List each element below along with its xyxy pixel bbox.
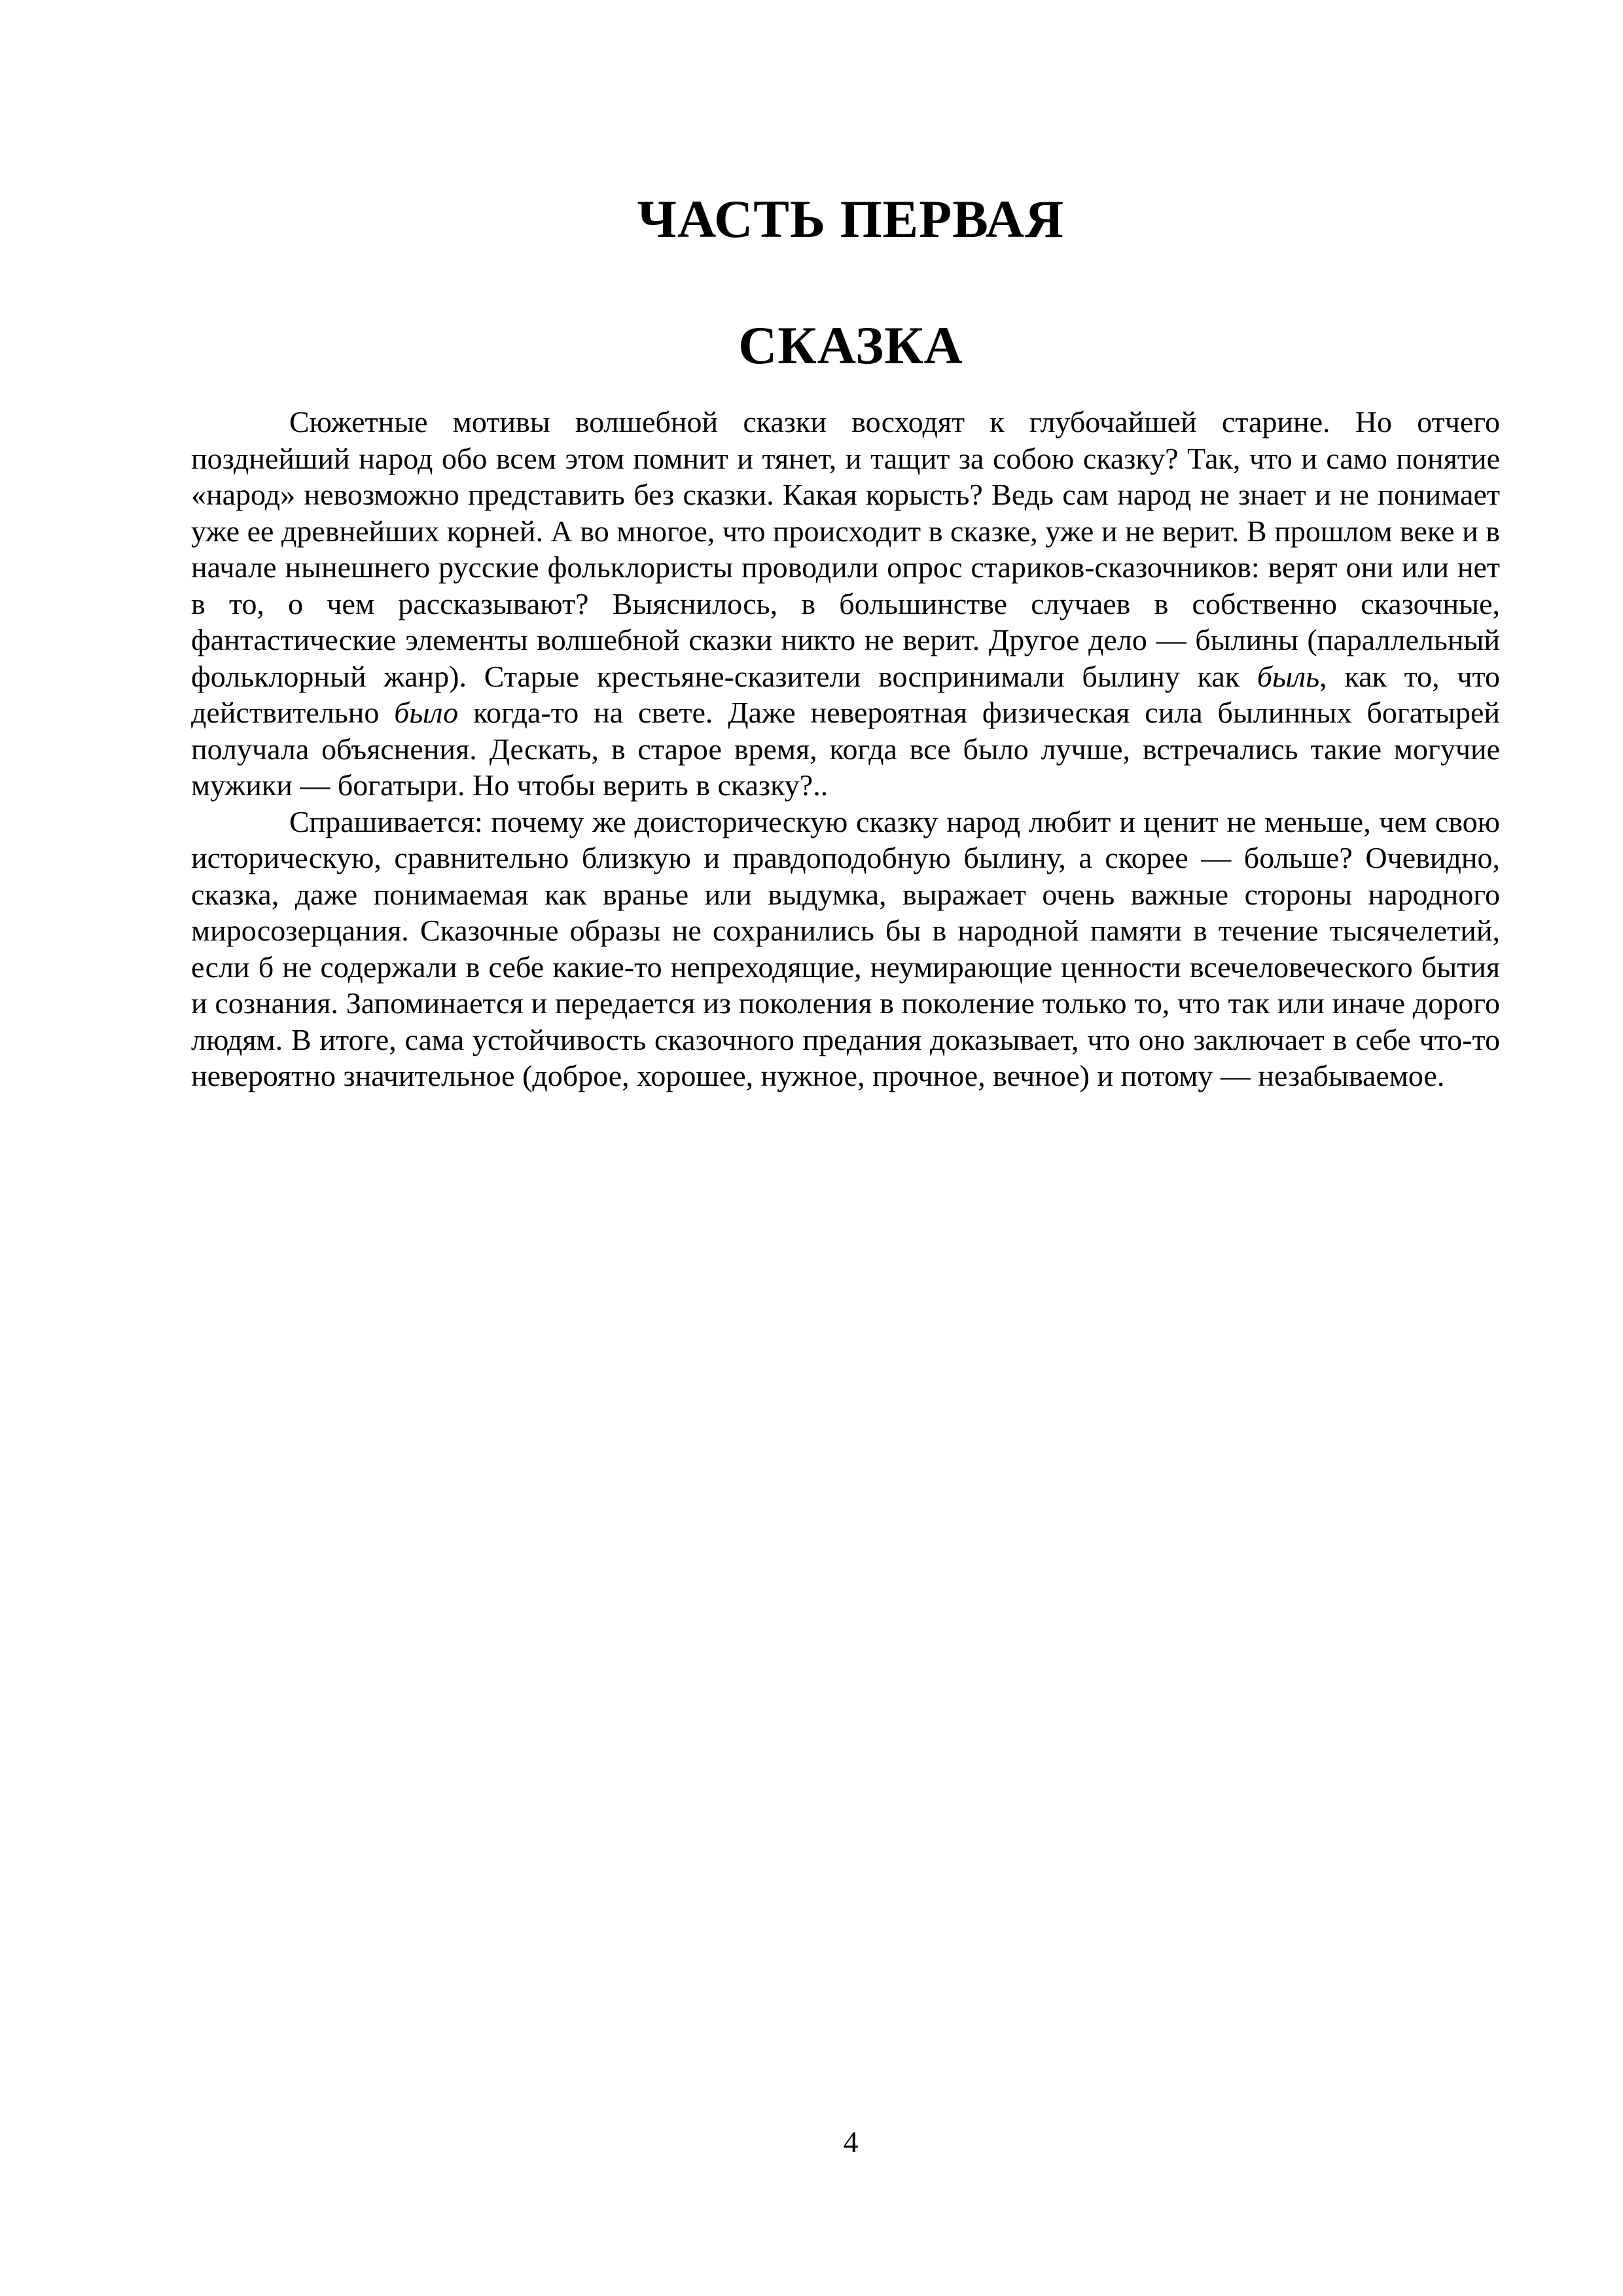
body-text bbox=[191, 404, 1500, 1094]
paragraph-1-emphasis-bylo: было bbox=[394, 696, 459, 729]
paragraph-1-emphasis-byl: быль bbox=[1257, 659, 1320, 693]
paragraph-2: Спрашивается: почему же доисторическую сказку народ любит и ценит не меньше, чем свою историческую, сравнительно близкую и правдоподобную былину, а скорее — больше? Очевидно, сказка, даже понимаемая как вранье или выдумка, выражает очень важные стороны народного миросозерцания. Сказочные образы не сохранились бы в народной памяти в течение тысячелетий, если б не содержали в себе какие-то непреходящие, неумирающие ценности всечеловеческого бытия и сознания. Запоминается и передается из поколения в поколение только то, что так или иначе дорого людям. В итоге, сама устойчивость сказочного предания доказывает, что оно заключает в себе что-то невероятно значительное (доброе, хорошее, нужное, прочное, вечное) и потому — незабываемое. bbox=[191, 804, 1500, 1092]
part-title: ЧАСТЬ ПЕРВАЯ bbox=[637, 189, 1065, 249]
page-number: 4 bbox=[843, 2125, 859, 2159]
chapter-title: СКАЗКА bbox=[738, 315, 963, 375]
paragraph-1-text-c: когда-то на свете. Даже невероятная физическая сила былинных богатырей получала объяснения. Дескать, в старое время, когда все было лучше, встречались такие могучие мужики — богатыри. Но чтобы верить в сказку?.. bbox=[191, 696, 1500, 802]
paragraph-1 bbox=[191, 404, 1500, 804]
paragraph-1-text-a: Сюжетные мотивы волшебной сказки восходят к глубочайшей старине. Но отчего позднейший народ обо всем этом помнит и тянет, и тащит за собою сказку? Так, что и само понятие «народ» невозможно представить без сказки. Какая корысть? Ведь сам народ не знает и не понимает уже ее древнейших корней. А во многое, что происходит в сказке, уже и не верит. В прошлом веке и в начале нынешнего русские фольклористы проводили опрос стариков-сказочников: верят они или нет в то, о чем рассказывают? Выяснилось, в большинстве случаев в собственно сказочные, фантастические элементы волшебной сказки никто не верит. Другое дело — былины (параллельный фольклорный жанр). Старые крестьяне-сказители воспринимали былину как bbox=[191, 405, 1500, 693]
paragraph-1-text-b: , как то, что действительно bbox=[191, 659, 1500, 729]
